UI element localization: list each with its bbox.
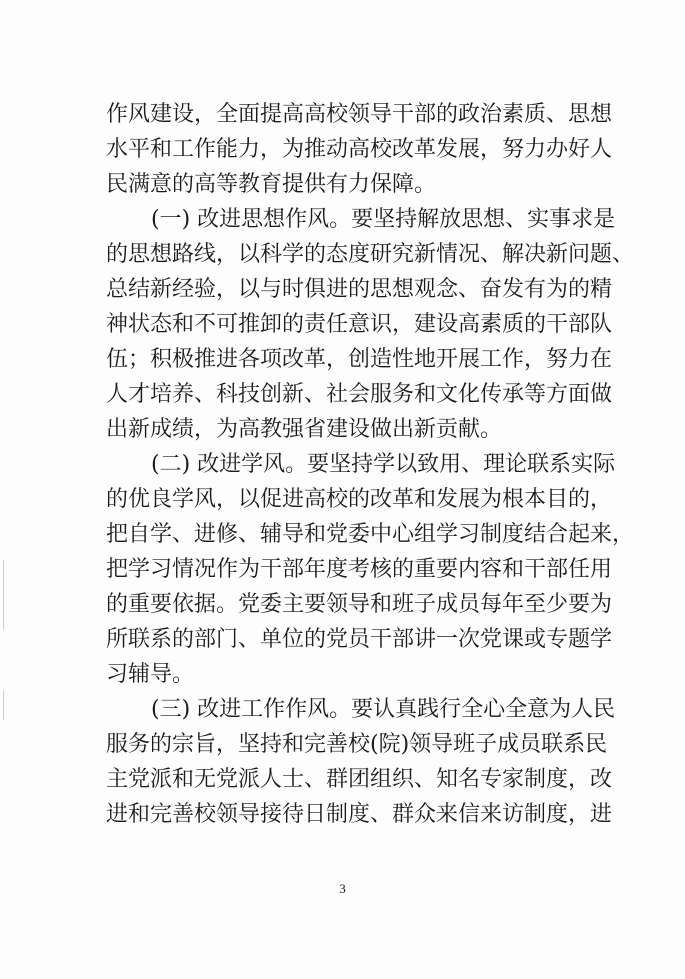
text-line: 把自学、进修、辅导和党委中心组学习制度结合起来，	[106, 522, 635, 547]
text-line: 的思想路线，以科学的态度研究新情况、解决新问题、	[106, 242, 635, 267]
text-line: 民满意的高等教育提供有力保障。	[106, 172, 437, 197]
scan-edge-mark	[3, 560, 4, 630]
section-heading-line: (三) 改进工作作风。要认真践行全心全意为人民	[151, 697, 616, 722]
text-line: 的重要依据。党委主要领导和班子成员每年至少要为	[106, 592, 613, 617]
text-line: 神状态和不可推卸的责任意识，建设高素质的干部队	[106, 312, 613, 337]
text-line: 总结新经验，以与时俱进的思想观念、奋发有为的精	[106, 277, 613, 302]
text-line: 作风建设，全面提高高校领导干部的政治素质、思想	[106, 102, 613, 127]
text-line: 服务的宗旨，坚持和完善校(院)领导班子成员联系民	[106, 732, 608, 757]
text-line: 人才培养、科技创新、社会服务和文化传承等方面做	[106, 382, 613, 407]
text-line: 水平和工作能力，为推动高校改革发展，努力办好人	[106, 137, 613, 162]
text-line: 的优良学风，以促进高校的改革和发展为根本目的，	[106, 487, 613, 512]
text-line: 进和完善校领导接待日制度、群众来信来访制度，进	[106, 802, 613, 827]
text-line: 把学习情况作为干部年度考核的重要内容和干部任用	[106, 557, 613, 582]
scan-edge-mark	[3, 690, 4, 720]
section-heading-line: (一) 改进思想作风。要坚持解放思想、实事求是	[151, 207, 616, 232]
page-number: 3	[339, 881, 346, 896]
text-line: 主党派和无党派人士、群团组织、知名专家制度，改	[106, 767, 613, 792]
text-line: 伍；积极推进各项改革，创造性地开展工作，努力在	[106, 347, 613, 372]
section-heading-line: (二) 改进学风。要坚持学以致用、理论联系实际	[151, 452, 616, 477]
text-line: 出新成绩，为高教强省建设做出新贡献。	[106, 417, 503, 442]
text-line: 所联系的部门、单位的党员干部讲一次党课或专题学	[106, 627, 613, 652]
text-line: 习辅导。	[106, 662, 195, 687]
